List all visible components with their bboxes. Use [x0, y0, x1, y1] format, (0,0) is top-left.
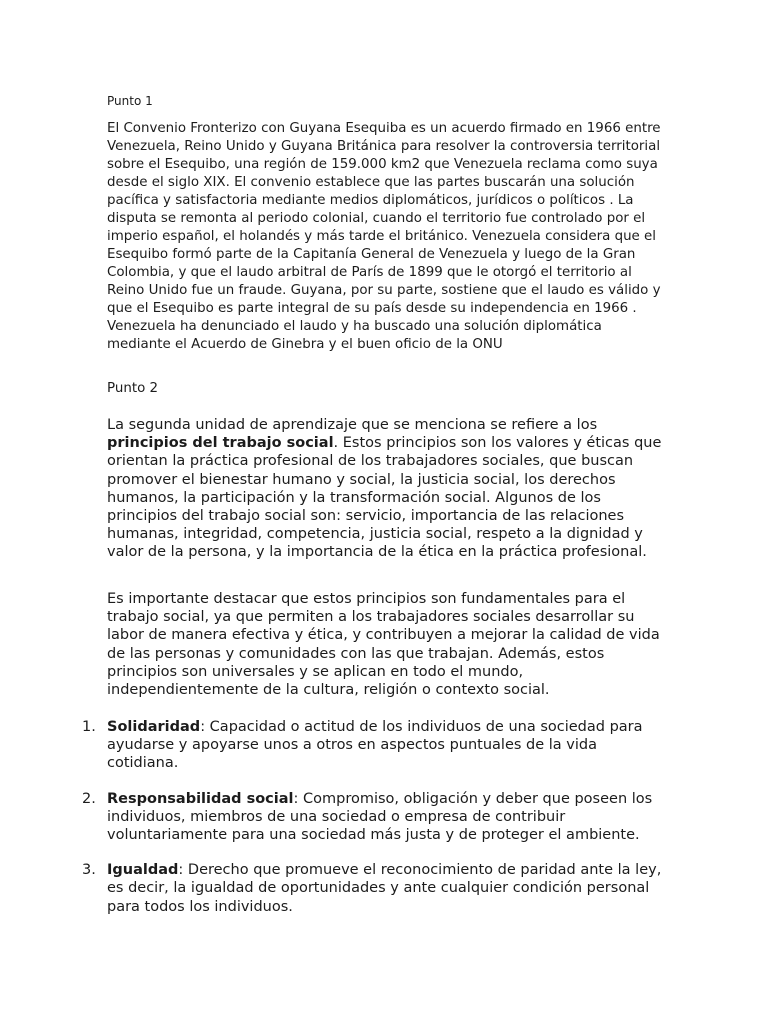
list-item — [82, 790, 663, 845]
list-item-number: 1. — [82, 719, 96, 735]
list-item-term: Solidaridad — [107, 719, 201, 735]
list-item-definition: : Derecho que promueve el reconocimiento de paridad ante la ley, es decir, la igualdad de oportunidades y ante cualquier condición personal para todos los individuos. — [107, 862, 662, 915]
list-item — [82, 861, 663, 916]
list-item-term: Responsabilidad social — [107, 790, 294, 807]
punto2-intro-paragraph — [107, 416, 663, 562]
list-item-definition: : Capacidad o actitud de los individuos de una sociedad para ayudarse y apoyarse unos a otros en aspectos puntuales de la vida cotidiana. — [107, 719, 643, 772]
punto1-paragraph: El Convenio Fronterizo con Guyana Esequiba es un acuerdo firmado en 1966 entre Venezuela, Reino Unido y Guyana Británica para resolver la controversia territorial sobre el Esequibo, una región de 159.000 km2 que Venezuela reclama como suya desde el siglo XIX. El convenio establece que las partes buscarán una solución pacífica y satisfactoria mediante medios diplomáticos, jurídicos o políticos . La disputa se remonta al periodo colonial, cuando el territorio fue controlado por el imperio español, el holandés y más tarde el británico. Venezuela considera que el Esequibo formó parte de la Capitanía General de Venezuela y luego de la Gran Colombia, y que el laudo arbitral de París de 1899 que le otorgó el territorio al Reino Unido fue un fraude. Guyana, por su parte, sostiene que el laudo es válido y que el Esequibo es parte integral de su país desde su independencia en 1966 . Venezuela ha denunciado el laudo y ha buscado una solución diplomática mediante el Acuerdo de Ginebra y el buen oficio de la ONU — [107, 121, 661, 352]
punto2-second-paragraph: Es importante destacar que estos principios son fundamentales para el trabajo social, ya que permiten a los trabajadores sociales desarrollar su labor de manera efectiva y ética, y contribuyen a mejorar la calidad de vida de las personas y comunidades con las que trabajan. Además, estos principios son universales y se aplican en todo el mundo, independientemente de la cultura, religión o contexto social. — [107, 591, 660, 699]
intro-bold-term: principios del trabajo social — [107, 435, 334, 452]
punto2-heading: Punto 2 — [107, 381, 159, 396]
principles-list — [82, 718, 663, 933]
list-item — [82, 718, 663, 773]
intro-text-after: . Estos principios son los valores y éticas que orientan la práctica profesional de los trabajadores sociales, que buscan promover el bienestar humano y social, la justicia social, los derechos humanos, la participación y la transformación social. Algunos de los principios del trabajo social son: servicio, importancia de las relaciones humanas, integridad, competencia, justicia social, respeto a la dignidad y valor de la persona, y la importancia de la ética en la práctica profesional. — [107, 435, 662, 561]
list-item-number: 3. — [82, 862, 96, 879]
punto1-heading: Punto 1 — [107, 94, 153, 108]
list-item-number: 2. — [82, 790, 96, 807]
list-item-definition: : Compromiso, obligación y deber que poseen los individuos, miembros de una sociedad o empresa de contribuir voluntariamente para una sociedad más justa y de proteger el ambiente. — [107, 790, 653, 844]
list-item-term: Igualdad — [107, 862, 179, 879]
intro-text-before: La segunda unidad de aprendizaje que se menciona se refiere a los — [107, 417, 598, 433]
